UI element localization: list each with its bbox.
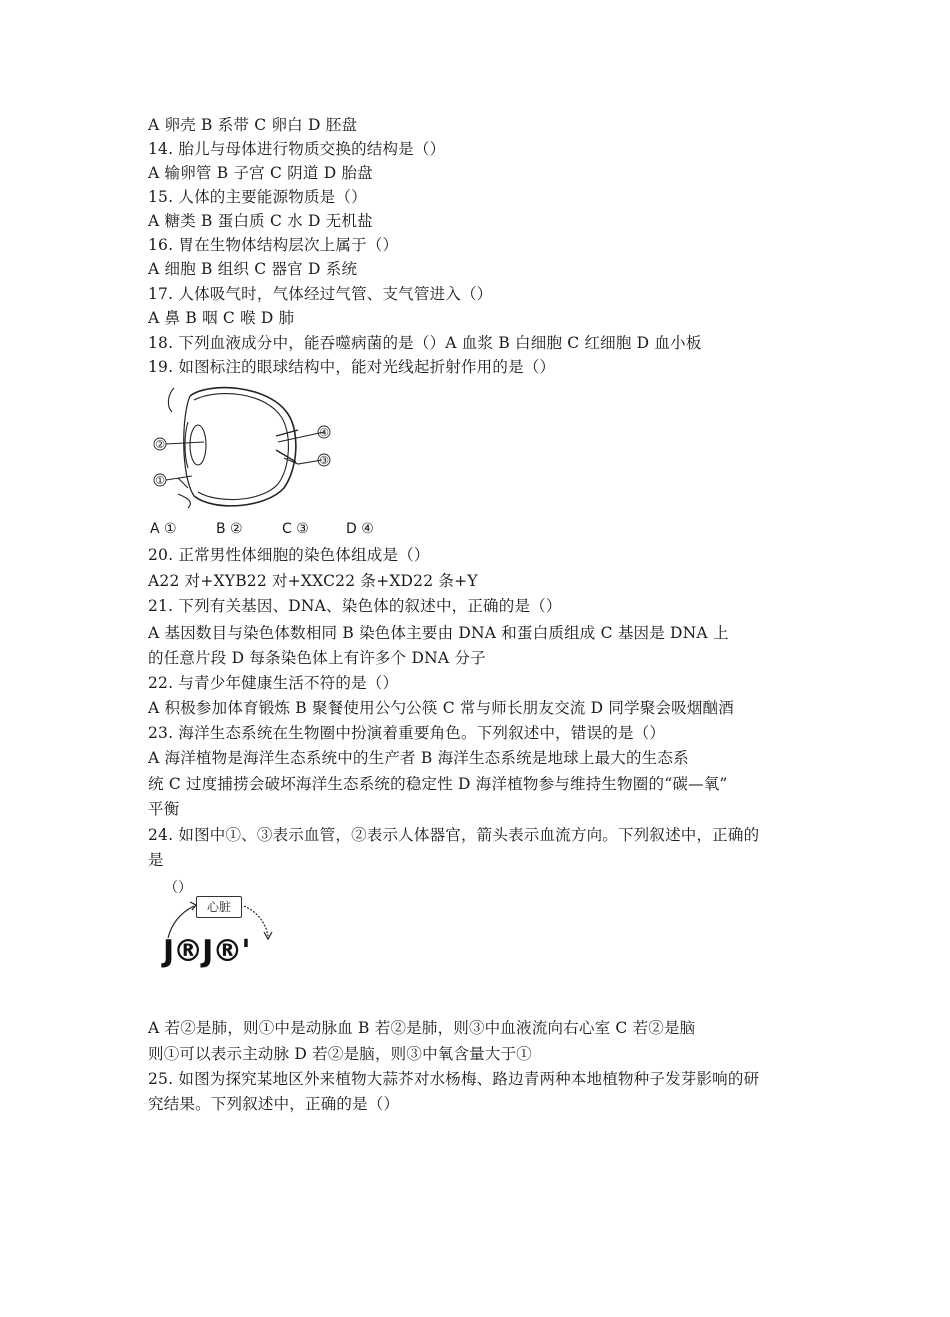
q20-options: A22 对+XYB22 对+XXC22 条+XD22 条+Y (148, 572, 478, 590)
q17-stem: 17. 人体吸气时，气体经过气管、支气管进入（） (148, 285, 493, 303)
eye-label-3: ③ (319, 454, 329, 467)
q22-options: A 积极参加体育锻炼 B 聚餐使用公勺公筷 C 常与师长朋友交流 D 同学聚会吸烟酗酒 (148, 699, 734, 717)
q19-options (150, 521, 410, 543)
q24-answer-paren: （） (164, 880, 192, 896)
q24-stem-line1: 24. 如图中①、③表示血管，②表示人体器官，箭头表示血流方向。下列叙述中，正确的 (148, 826, 760, 844)
eyeball-diagram (148, 384, 338, 514)
q20-stem: 20. 正常男性体细胞的染色体组成是（） (148, 546, 430, 564)
q16-stem: 16. 胃在生物体结构层次上属于（） (148, 236, 399, 254)
vessel-organ-sequence: J®J®' (163, 934, 250, 969)
q24-options-line2: 则①可以表示主动脉 D 若②是脑，则③中氧含量大于① (148, 1045, 532, 1063)
q22-stem: 22. 与青少年健康生活不符的是（） (148, 674, 399, 692)
q23-options-line1: A 海洋植物是海洋生态系统中的生产者 B 海洋生态系统是地球上最大的生态系 (148, 749, 689, 767)
eye-label-1: ① (155, 474, 165, 487)
q15-stem: 15. 人体的主要能源物质是（） (148, 188, 367, 206)
eye-label-4: ④ (319, 426, 329, 439)
q19-option-c: C ③ (282, 521, 309, 537)
q15-options: A 糖类 B 蛋白质 C 水 D 无机盐 (148, 212, 373, 230)
q21-stem: 21. 下列有关基因、DNA、染色体的叙述中，正确的是（） (148, 597, 562, 615)
q17-options: A 鼻 B 咽 C 喉 D 肺 (148, 309, 295, 327)
q23-options-line3: 平衡 (148, 800, 180, 818)
q18-stem: 18. 下列血液成分中，能吞噬病菌的是（）A 血浆 B 白细胞 C 红细胞 D 血小板 (148, 334, 702, 352)
q19-stem: 19. 如图标注的眼球结构中，能对光线起折射作用的是（） (148, 358, 556, 376)
q19-option-b: B ② (216, 521, 243, 537)
q23-stem: 23. 海洋生态系统在生物圈中扮演着重要角色。下列叙述中，错误的是（） (148, 724, 666, 742)
eye-label-2: ② (155, 438, 165, 451)
q25-stem-line2: 究结果。下列叙述中，正确的是（） (148, 1095, 400, 1113)
q14-options: A 输卵管 B 子宫 C 阴道 D 胎盘 (148, 164, 373, 182)
q25-stem-line1: 25. 如图为探究某地区外来植物大蒜芥对水杨梅、路边青两种本地植物种子发芽影响的研 (148, 1070, 760, 1088)
q14-stem: 14. 胎儿与母体进行物质交换的结构是（） (148, 140, 446, 158)
q16-options: A 细胞 B 组织 C 器官 D 系统 (148, 260, 358, 278)
heart-box: 心脏 (196, 896, 242, 918)
q21-options-line2: 的任意片段 D 每条染色体上有许多个 DNA 分子 (148, 649, 486, 667)
q23-options-line2: 统 C 过度捕捞会破坏海洋生态系统的稳定性 D 海洋植物参与维持生物圈的“碳—氧” (148, 775, 728, 793)
q19-option-a: A ① (150, 521, 177, 537)
q13-options: A 卵壳 B 系带 C 卵白 D 胚盘 (148, 116, 358, 134)
q24-stem-line2: 是 (148, 851, 164, 869)
q19-option-d: D ④ (346, 521, 374, 537)
q24-options-line1: A 若②是肺，则①中是动脉血 B 若②是肺，则③中血液流向右心室 C 若②是脑 (148, 1019, 696, 1037)
q21-options-line1: A 基因数目与染色体数相同 B 染色体主要由 DNA 和蛋白质组成 C 基因是 DNA 上 (148, 624, 729, 642)
